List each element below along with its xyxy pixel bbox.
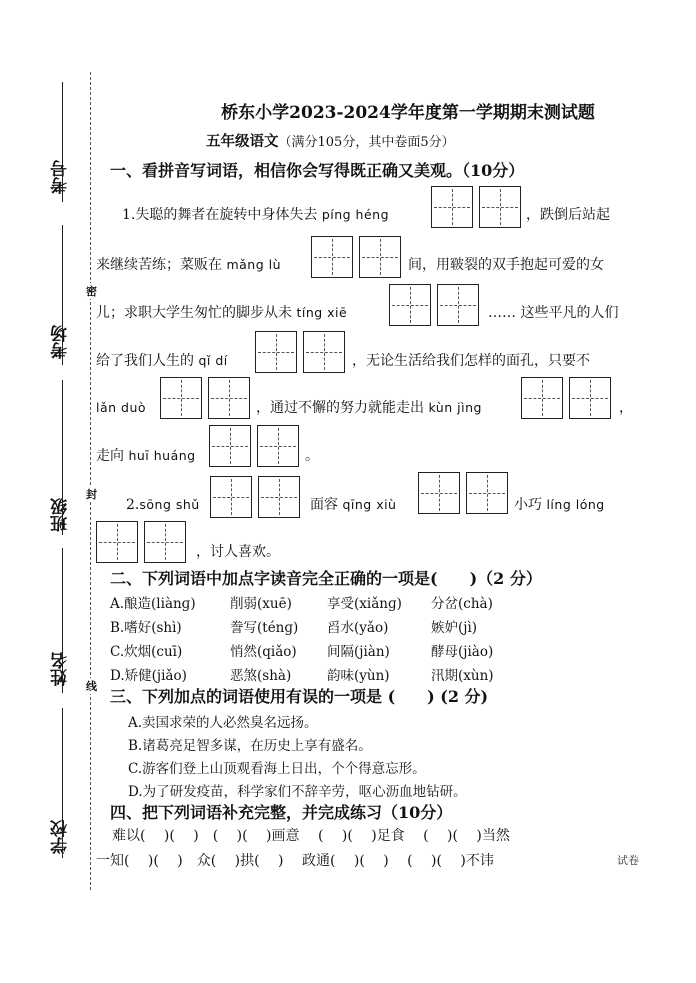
option-row-label[interactable]: B.嗜好(shì)	[110, 620, 182, 636]
option-word: 嫉妒(jì)	[431, 620, 478, 636]
seal-xian: 线	[86, 680, 97, 693]
write-box[interactable]	[255, 331, 297, 373]
subtitle-main: 五年级语文	[206, 133, 279, 150]
s1-line5	[96, 398, 146, 418]
school-line	[62, 708, 63, 858]
name-label: 姓名	[51, 652, 71, 686]
school-label: 学校	[51, 820, 71, 854]
pinyin-song-shu: sōng shǔ	[139, 497, 200, 512]
pinyin-ting-xie: tíng xiē	[296, 305, 348, 320]
s1-line1-end: ，跌倒后站起	[526, 207, 610, 223]
write-box[interactable]	[257, 425, 299, 467]
write-box[interactable]	[303, 331, 345, 373]
option-word: 酵母(jiào)	[431, 644, 494, 660]
page-subtitle	[206, 130, 455, 151]
s1-line5-end: ，	[619, 400, 633, 416]
seal-mi: 密	[86, 285, 97, 298]
exam-number-label: 考号	[51, 160, 71, 194]
option-row-label[interactable]: A.酿造(liànɡ)	[110, 596, 196, 612]
option-d[interactable]: D.为了研发疫苗，科学家们不辞辛劳，呕心沥血地钻研。	[128, 784, 467, 800]
option-word: 悄然(qiǎo)	[230, 644, 297, 660]
s1-line3: 儿；求职大学生匆忙的脚步从未 tíng xiē	[96, 305, 348, 321]
option-a[interactable]: A.卖国求荣的人必然臭名远扬。	[128, 715, 318, 731]
s1-line6: 走向 huī huáng	[96, 448, 196, 464]
write-box[interactable]	[437, 284, 479, 326]
option-row-label[interactable]: D.矫健(jiǎo)	[110, 668, 187, 684]
write-box[interactable]	[389, 284, 431, 326]
subtitle-note: （满分105分，其中卷面5分）	[278, 135, 455, 150]
idiom-row-2: 一知( )( ) 众( )拱( ) 政通( )( ) ( )( )不讳	[96, 853, 494, 869]
s1-line8-end: ，讨人喜欢。	[196, 544, 280, 560]
option-word: 享受(xiǎnɡ)	[327, 596, 402, 612]
write-box[interactable]	[569, 377, 611, 419]
pinyin-qing-xiu: qīng xiù	[342, 497, 397, 512]
pinyin-kun-jing: kùn jìng	[428, 400, 482, 415]
s1-line6-end: 。	[305, 448, 319, 464]
option-word: 汛期(xùn)	[431, 668, 494, 684]
write-box[interactable]	[359, 236, 401, 278]
page-title: 桥东小学2023-2024学年度第一学期期末测试题	[221, 103, 595, 123]
write-box[interactable]	[258, 476, 300, 518]
option-word: 舀水(yǎo)	[327, 620, 389, 636]
corner-mark: 试卷	[617, 854, 639, 867]
pinyin-hui-huang: huī huáng	[128, 448, 196, 463]
section1-heading: 一、看拼音写词语，相信你会写得既正确又美观。（10分）	[110, 161, 525, 180]
write-box[interactable]	[466, 472, 508, 514]
s1-line2: 来继续苦练；菜贩在 mǎng lù	[96, 257, 282, 273]
write-box[interactable]	[521, 377, 563, 419]
seal-feng: 封	[86, 488, 97, 501]
write-box[interactable]	[160, 377, 202, 419]
binding-line	[90, 72, 91, 890]
write-box[interactable]	[96, 521, 138, 563]
option-c[interactable]: C.游客们登上山顶观看海上日出，个个得意忘形。	[128, 761, 426, 777]
section2-heading: 二、下列词语中加点字读音完全正确的一项是( )（2 分）	[110, 569, 542, 588]
class-label: 班级	[51, 498, 71, 532]
name-line	[62, 548, 63, 693]
write-box[interactable]	[311, 236, 353, 278]
write-box[interactable]	[418, 472, 460, 514]
pinyin-qi-di: qǐ dí	[198, 353, 228, 368]
pinyin-lan-duo: lǎn duò	[96, 400, 147, 415]
write-box[interactable]	[144, 521, 186, 563]
s1-line7-end: 小巧 líng lóng	[514, 497, 605, 513]
s1-line2-end: 间，用皲裂的双手抱起可爱的女	[408, 257, 604, 273]
option-word: 削弱(xuē)	[230, 596, 292, 612]
s1-line4-end: ，无论生活给我们怎样的面孔，只要不	[352, 353, 590, 369]
write-box[interactable]	[479, 186, 521, 228]
pinyin-mang-lu: mǎng lù	[226, 257, 282, 272]
option-b[interactable]: B.诸葛亮足智多谋，在历史上享有盛名。	[128, 738, 372, 754]
option-word: 恶煞(shà)	[230, 668, 292, 684]
write-box[interactable]	[431, 186, 473, 228]
section4-heading: 四、把下列词语补充完整，并完成练习（10分）	[110, 803, 453, 822]
option-word: 韵味(yùn)	[327, 668, 390, 684]
write-box[interactable]	[210, 476, 252, 518]
class-line	[62, 380, 63, 535]
s1-line7: 2.sōng shǔ	[126, 497, 200, 513]
option-word: 誊写(ténɡ)	[230, 620, 299, 636]
write-box[interactable]	[209, 425, 251, 467]
s1-line5-mid: ，通过不懈的努力就能走出 kùn jìng	[256, 400, 482, 416]
pinyin-ling-long: líng lóng	[546, 497, 605, 512]
option-row-label[interactable]: C.炊烟(cuī)	[110, 644, 183, 660]
s1-line4: 给了我们人生的 qǐ dí	[96, 353, 228, 369]
pinyin-ping-heng: píng héng	[321, 207, 390, 222]
option-word: 分岔(chà)	[431, 596, 493, 612]
exam-room-line	[62, 225, 63, 365]
idiom-row-1: 难以( )( ) ( )( )画意 ( )( )足食 ( )( )当然	[112, 828, 510, 844]
s1-line7-mid: 面容 qīng xiù	[310, 497, 397, 513]
write-box[interactable]	[208, 377, 250, 419]
s1-line1: 1.失聪的舞者在旋转中身体失去 píng héng	[122, 207, 390, 223]
s1-line3-end: …… 这些平凡的人们	[488, 305, 619, 321]
section3-heading: 三、下列加点的词语使用有误的一项是 ( ) (2 分)	[110, 687, 489, 706]
exam-room-label: 考场	[51, 325, 71, 359]
option-word: 间隔(jiàn)	[327, 644, 390, 660]
